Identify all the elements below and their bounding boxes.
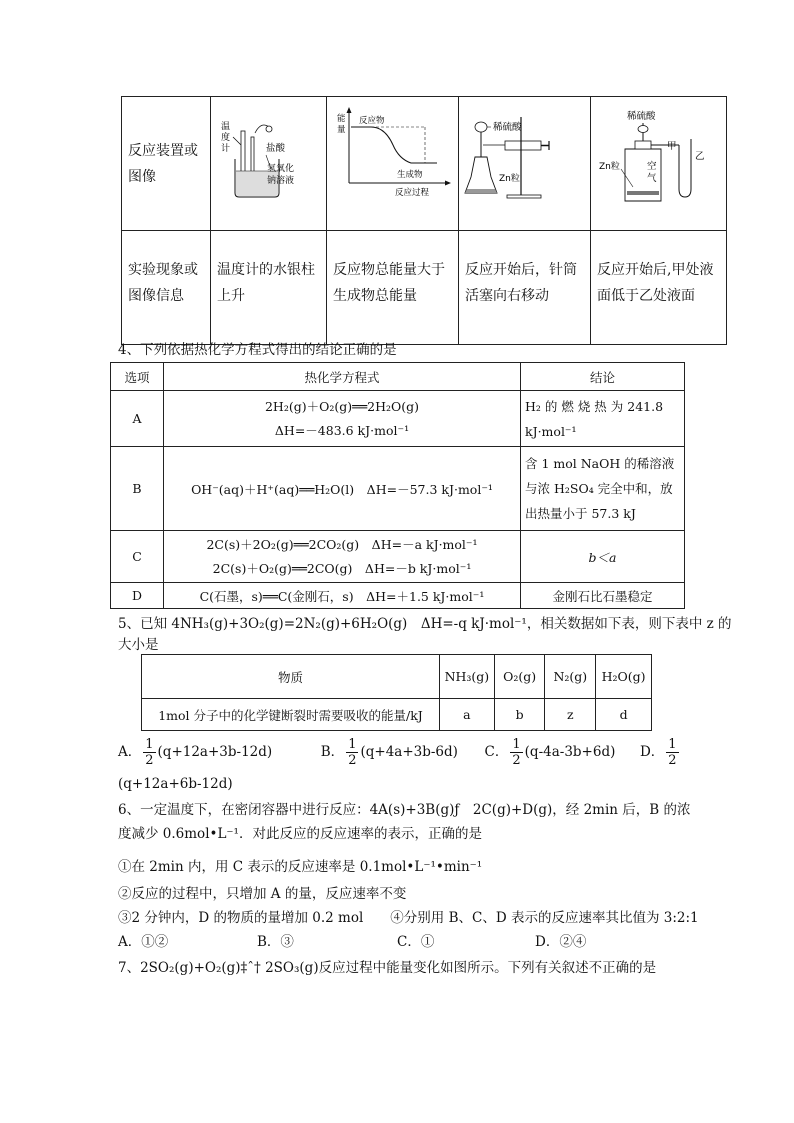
fig2-product-label: 生成物 [397, 170, 423, 180]
q5-value-o2: b [494, 699, 545, 731]
q4-row-c-option: C [111, 531, 164, 583]
q5-option-d[interactable]: D． $\frac{1}{2}$ [639, 737, 677, 768]
row-label-observation: 实验现象或图像信息 [122, 231, 211, 345]
neutralization-apparatus-figure [211, 97, 326, 221]
fig1-acid-label: 盐酸 [266, 143, 286, 154]
q5-value-h2o: d [596, 699, 652, 731]
q5-value-n2: z [545, 699, 596, 731]
q5-header-h2o: H₂O(g) [596, 655, 652, 699]
fig3-acid-label: 稀硫酸 [493, 122, 522, 133]
q6-statement-1: ①在 2min 内，用 C 表示的反应速率是 0.1mol•L⁻¹•min⁻¹ [118, 859, 483, 875]
svg-text:计: 计 [221, 144, 231, 154]
q5-option-d-continued: (q+12a+6b-12d) [118, 776, 233, 792]
q4-row-a-conclusion: H₂ 的 燃 烧 热 为 241.8 kJ·mol⁻¹ [521, 391, 685, 447]
svg-text:气: 气 [647, 173, 657, 184]
experiment-table [121, 96, 727, 345]
svg-text:温: 温 [221, 122, 231, 132]
observation-3: 反应开始后，针筒活塞向右移动 [459, 231, 591, 345]
q5-header-o2: O₂(g) [494, 655, 545, 699]
fig4-acid-label: 稀硫酸 [627, 111, 656, 122]
q4-row-b-option: B [111, 447, 164, 531]
q7-stem: 7、2SO₂(g)+O₂(g)‡ˆ† 2SO₃(g)反应过程中能量变化如图所示。下列有关叙述不正确的是 [118, 960, 657, 976]
svg-text:度: 度 [221, 133, 231, 143]
q4-row-d-equation: C(石墨，s)══C(金刚石，s) ΔH=＋1.5 kJ·mol⁻¹ [164, 583, 521, 609]
q5-header-substance: 物质 [142, 655, 440, 699]
fig4-yi-label: 乙 [695, 151, 705, 162]
fig1-base-label: 氢氧化 [267, 164, 295, 174]
q5-options-line [118, 737, 681, 768]
q4-row-d-conclusion: 金刚石比石墨稳定 [521, 583, 685, 609]
q4-stem: 4、下列依据热化学方程式得出的结论正确的是 [118, 342, 397, 358]
row-label-apparatus: 反应装置或图像 [122, 97, 211, 231]
q6-option-c[interactable]: C．① [397, 934, 435, 950]
q5-row-label: 1mol 分子中的化学键断裂时需要吸收的能量/kJ [142, 699, 440, 731]
q4-row-b-equation: OH⁻(aq)＋H⁺(aq)══H₂O(l) ΔH=－57.3 kJ·mol⁻¹ [164, 447, 521, 531]
q4-row-c-conclusion: b＜a [521, 531, 685, 583]
q4-row-a-equation: 2H₂(g)＋O₂(g)══2H₂O(g) ΔH=－483.6 kJ·mol⁻¹ [164, 391, 521, 447]
q5-value-nh3: a [439, 699, 494, 731]
q5-option-c[interactable]: C． $\frac{1}{2}$ (q-4a-3b+6d) [484, 737, 616, 768]
q4-row-b-conclusion: 含 1 mol NaOH 的稀溶液与浓 H₂SO₄ 完全中和，放出热量小于 57.3 kJ [521, 447, 685, 531]
observation-2: 反应物总能量大于生成物总能量 [327, 231, 459, 345]
q4-row-d-option: D [111, 583, 164, 609]
q4-header-equation: 热化学方程式 [164, 363, 521, 391]
fig2-xaxis-label: 反应过程 [395, 188, 430, 198]
fig-energy-cell [327, 97, 459, 231]
fig2-reactant-label: 反应物 [359, 116, 385, 126]
q5-header-n2: N₂(g) [545, 655, 596, 699]
q6-option-a[interactable]: A．①② [118, 934, 169, 950]
q6-option-b[interactable]: B．③ [257, 934, 294, 950]
fig3-zn-label: Zn粒 [499, 174, 520, 184]
fig-syringe-cell [459, 97, 591, 231]
q6-option-d[interactable]: D．②④ [535, 934, 587, 950]
u-tube-apparatus-figure [591, 97, 726, 221]
fig-thermometer-cell [211, 97, 327, 231]
q6-stem-line2: 度减少 0.6mol•L⁻¹．对此反应的反应速率的表示，正确的是 [118, 826, 482, 842]
fig-u-tube-cell [591, 97, 727, 231]
q6-stem-line1: 6、一定温度下，在密闭容器中进行反应：4A(s)+3B(g)ƒ 2C(g)+D(g)，经 2min 后，B 的浓 [118, 802, 691, 818]
q4-header-conclusion: 结论 [521, 363, 685, 391]
svg-text:钠溶液: 钠溶液 [267, 176, 295, 186]
q5-header-nh3: NH₃(g) [439, 655, 494, 699]
energy-diagram-figure [327, 97, 458, 221]
q4-row-c-equation: 2C(s)＋2O₂(g)══2CO₂(g) ΔH=－a kJ·mol⁻¹ 2C(s)＋O₂(g)══2CO(g) ΔH=－b kJ·mol⁻¹ [164, 531, 521, 583]
q5-stem-line1: 5、已知 4NH₃(g)+3O₂(g)=2N₂(g)+6H₂O(g) ΔH=-q kJ·mol⁻¹，相关数据如下表，则下表中 z 的 [118, 616, 732, 632]
observation-1: 温度计的水银柱上升 [211, 231, 327, 345]
fig4-zn-label: Zn粒 [599, 162, 620, 172]
q6-statement-3-4: ③2 分钟内，D 的物质的量增加 0.2 mol ④分别用 B、C、D 表示的反应速率其比值为 3:2:1 [118, 910, 699, 926]
svg-text:量: 量 [337, 125, 346, 135]
syringe-apparatus-figure [459, 97, 590, 221]
q4-header-option: 选项 [111, 363, 164, 391]
q5-option-a[interactable]: A． $\frac{1}{2}$ (q+12a+3b-12d) [118, 737, 273, 768]
q4-table [110, 362, 685, 609]
q5-stem-line2: 大小是 [118, 637, 159, 653]
q5-option-b[interactable]: B． $\frac{1}{2}$ (q+4a+3b-6d) [320, 737, 458, 768]
svg-text:能: 能 [337, 114, 346, 124]
fig4-air-label: 空 [647, 161, 657, 172]
observation-4: 反应开始后,甲处液面低于乙处液面 [591, 231, 727, 345]
q4-row-a-option: A [111, 391, 164, 447]
q5-table [141, 654, 652, 731]
q6-statement-2: ②反应的过程中，只增加 A 的量，反应速率不变 [118, 886, 407, 902]
fig4-jia-label: 甲 [667, 141, 677, 152]
